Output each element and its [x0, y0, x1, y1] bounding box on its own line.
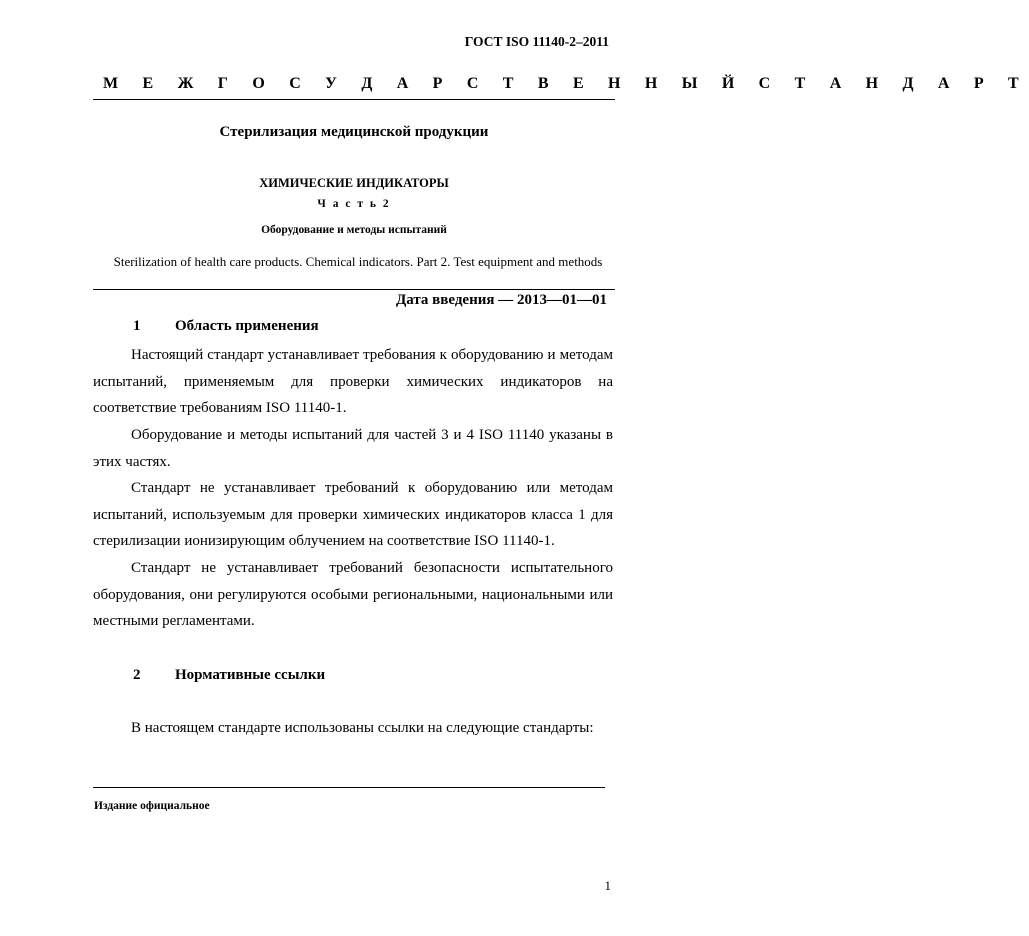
document-code: ГОСТ ISO 11140-2–2011	[464, 34, 609, 49]
official-edition-note: Издание официальное	[94, 800, 210, 812]
paragraph: Стандарт не устанавливает требований к оборудованию или методам испытаний, используемым для проверки химических индикаторов класса 1 для стерилизации ионизирующим облучением на соответствие ISO 11140-1.	[93, 480, 613, 549]
footnote-divider	[93, 787, 605, 788]
section-title: Область применения	[175, 318, 319, 334]
document-title: Стерилизация медицинской продукции	[219, 124, 489, 140]
paragraph: Оборудование и методы испытаний для частей 3 и 4 ISO 11140 указаны в этих частях.	[93, 427, 613, 470]
section-number: 1	[133, 318, 141, 334]
page-number: 1	[604, 878, 611, 893]
introduction-date: Дата введения — 2013—01—01	[395, 292, 607, 308]
paragraph: Стандарт не устанавливает требований безопасности испытательного оборудования, они регулируются особыми региональными, национальными или местными регламентами.	[93, 560, 613, 629]
part-label: Ч а с т ь 2	[317, 198, 391, 210]
standard-type-heading: М Е Ж Г О С У Д А Р С Т В Е Н Н Ы Й С Т А Н Д А Р Т	[103, 75, 1029, 92]
section-number: 2	[133, 667, 141, 683]
paragraph: Настоящий стандарт устанавливает требования к оборудованию и методам испытаний, применяемым для проверки химических индикаторов на соответствие требованиям ISO 11140-1.	[93, 347, 613, 416]
title-divider	[93, 289, 615, 290]
top-divider	[93, 99, 615, 100]
paragraph: В настоящем стандарте использованы ссылки на следующие стандарты:	[131, 720, 594, 736]
part-title: Оборудование и методы испытаний	[261, 224, 447, 236]
section-title: Нормативные ссылки	[175, 667, 326, 683]
document-subtitle: ХИМИЧЕСКИЕ ИНДИКАТОРЫ	[259, 176, 449, 190]
english-title: Sterilization of health care products. Chemical indicators. Part 2. Test equipment and methods	[113, 254, 603, 269]
